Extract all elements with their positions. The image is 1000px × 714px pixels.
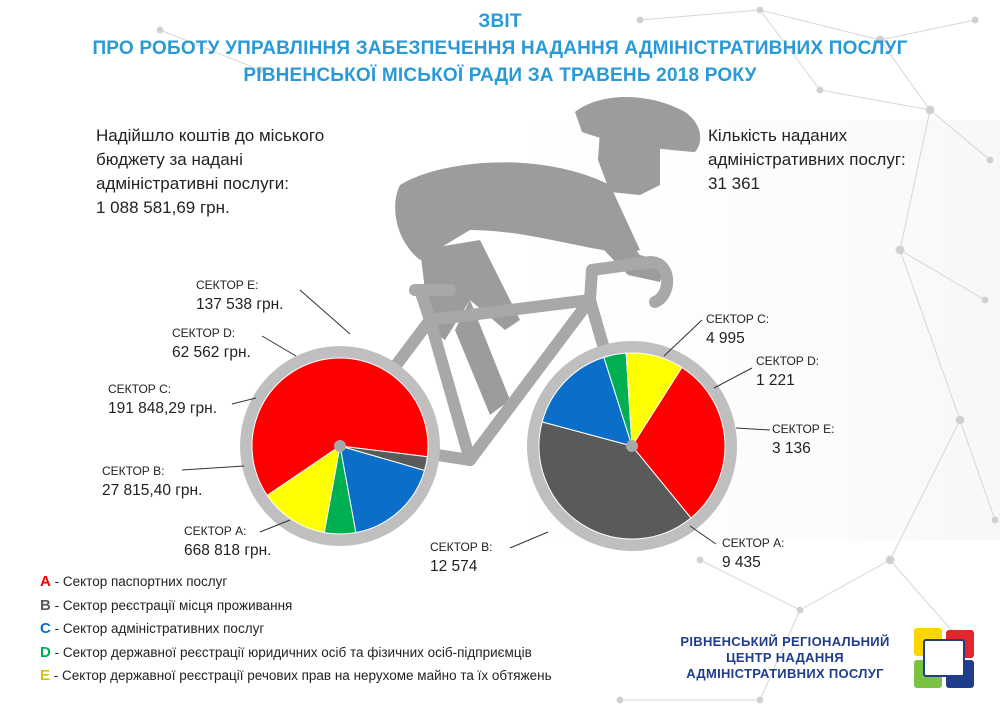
legend-item-d [40,641,552,665]
right-label-sector-a-value: 9 435 [722,554,761,571]
left-label-sector-a [184,524,271,562]
left-label-sector-d-value: 62 562 грн. [172,344,251,361]
left-label-sector-b-name: СЕКТОР В: [102,464,165,478]
legend-letter-e: E [40,667,51,684]
legend-item-a [40,570,552,594]
right-label-sector-e-name: СЕКТОР Е: [772,422,835,436]
services-count-caption-1: Кількість наданих [708,126,848,145]
left-label-sector-e [196,278,283,316]
pie-leader-line [690,526,716,544]
pie-leader-line [736,428,770,430]
legend-letter-d: D [40,643,51,661]
right-label-sector-c-name: СЕКТОР С: [706,312,770,326]
budget-revenue-caption-1: Надійшло коштів до міського [96,126,325,145]
organization-name-line1: РІВНЕНСЬКИЙ РЕГІОНАЛЬНИЙ [680,634,890,649]
pie-hub [334,440,346,452]
right-label-sector-e [772,422,834,460]
legend-text-c: - Сектор адміністративних послуг [50,621,265,636]
left-label-sector-b-value: 27 815,40 грн. [102,482,203,499]
right-label-sector-b-name: СЕКТОР В: [430,540,493,554]
services-count-caption-2: адміністративних послуг: [708,150,906,169]
legend-text-e: - Сектор державної реєстрації речових прав на нерухоме майно та їх обтяжень [50,668,552,683]
report-title: ЗВІТ [478,11,522,32]
report-subtitle-line2: РІВНЕНСЬКОЇ МІСЬКОЇ РАДИ ЗА ТРАВЕНЬ 2018 РОКУ [243,65,757,86]
pie-leader-line [714,368,752,388]
left-label-sector-e-value: 137 538 грн. [196,296,284,313]
left-label-sector-b [102,464,202,502]
left-label-sector-d-name: СЕКТОР D: [172,326,236,340]
organization-name-line3: АДМІНІСТРАТИВНИХ ПОСЛУГ [686,666,884,681]
legend-text-b: - Сектор реєстрації місця проживання [50,597,293,613]
pie-chart-services [510,320,770,548]
right-label-sector-d-name: СЕКТОР D: [756,354,820,368]
right-label-sector-c [706,312,769,350]
legend-letter-c: C [40,620,51,637]
budget-revenue-value: 1 088 581,69 грн. [96,198,230,217]
pie-leader-line [262,336,296,356]
left-label-sector-e-name: СЕКТОР Е: [196,278,259,292]
report-subtitle-line1: ПРО РОБОТУ УПРАВЛІННЯ ЗАБЕЗПЕЧЕННЯ НАДАННЯ АДМІНІСТРАТИВНИХ ПОСЛУГ [92,38,908,59]
legend-letter-a: A [40,573,51,590]
left-label-sector-c-name: СЕКТОР С: [108,382,172,396]
left-label-sector-a-value: 668 818 грн. [184,542,272,559]
right-label-sector-a-name: СЕКТОР А: [722,536,785,550]
services-count-value: 31 361 [708,174,760,193]
legend-item-e [40,664,552,688]
legend-letter-b: B [40,596,51,614]
cnap-logo-icon [912,626,976,690]
legend-item-b [40,594,552,618]
organization-name-line2: ЦЕНТР НАДАННЯ [726,650,844,665]
budget-revenue-caption-2: бюджету за надані [96,150,243,169]
right-label-sector-d-value: 1 221 [756,372,795,389]
pie-leader-line [300,290,350,334]
right-label-sector-b-value: 12 574 [430,558,478,575]
left-label-sector-c-value: 191 848,29 грн. [108,400,218,417]
legend-text-a: - Сектор паспортних послуг [50,574,228,589]
pie-leader-line [664,320,702,356]
legend-item-c [40,617,552,641]
left-label-sector-c [108,382,217,420]
legend-text-d: - Сектор державної реєстрації юридичних осіб та фізичних осіб-підприємців [50,644,532,660]
sector-legend [40,570,552,688]
left-label-sector-d [172,326,251,364]
right-label-sector-e-value: 3 136 [772,440,811,457]
right-label-sector-c-value: 4 995 [706,330,745,347]
left-label-sector-a-name: СЕКТОР А: [184,524,247,538]
right-label-sector-d [756,354,819,392]
budget-revenue-caption-3: адміністративні послуги: [96,174,290,193]
organization-name [672,634,898,682]
right-label-sector-a [722,536,784,574]
pie-leader-line [510,532,548,548]
pie-hub [626,440,638,452]
